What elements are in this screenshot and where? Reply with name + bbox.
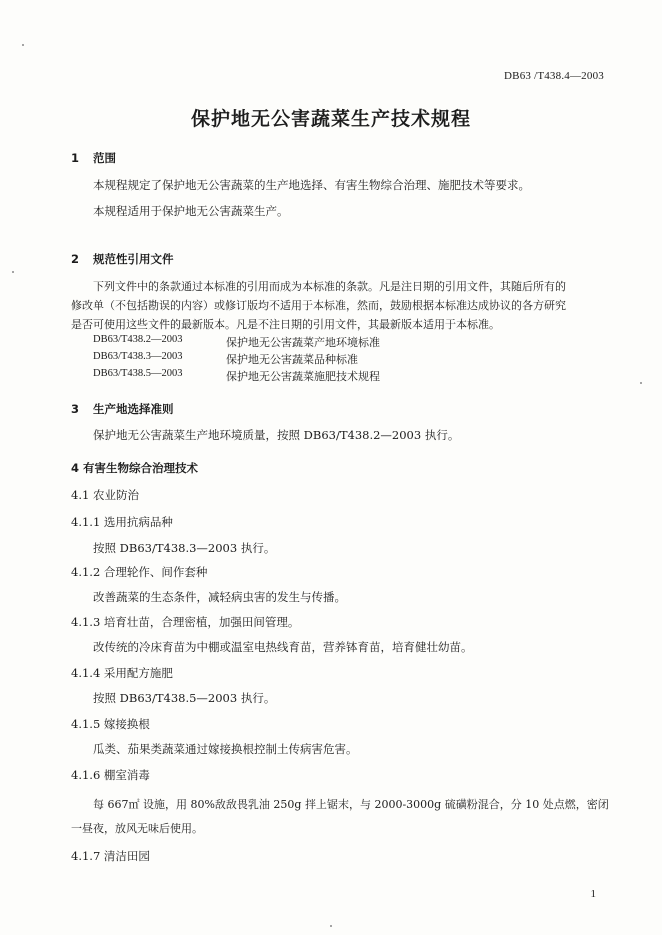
section-4-heading: 4 有害生物综合治理技术: [71, 461, 199, 475]
reference-code: DB63/T438.5—2003: [93, 368, 183, 379]
scan-speck: [640, 382, 642, 384]
subsection-4-1-5-text: 瓜类、茄果类蔬菜通过嫁接换根控制土传病害危害。: [93, 742, 358, 756]
subsection-4-1: 4.1 农业防治: [71, 488, 139, 502]
subsection-4-1-1: 4.1.1 选用抗病品种: [71, 515, 173, 529]
subsection-4-1-3: 4.1.3 培育壮苗，合理密植，加强田间管理。: [71, 615, 300, 629]
scan-speck: [330, 925, 332, 927]
section-2-title: 规范性引用文件: [93, 252, 174, 266]
subsection-4-1-5: 4.1.5 嫁接换根: [71, 717, 150, 731]
subsection-4-1-4-text: 按照 DB63/T438.5—2003 执行。: [93, 691, 276, 705]
section-3-paragraph: 保护地无公害蔬菜生产地环境质量，按照 DB63/T438.2—2003 执行。: [93, 428, 460, 442]
scan-speck: [22, 44, 24, 46]
section-1-heading: [71, 150, 116, 166]
section-1-number: 1: [71, 151, 80, 165]
section-3-number: 3: [71, 402, 80, 416]
subsection-4-1-6-line-2: 一昼夜，放风无味后使用。: [71, 822, 203, 835]
scan-speck: [12, 271, 14, 273]
subsection-4-1-6-line-1: 每 667㎡ 设施，用 80%敌敌畏乳油 250g 拌上锯末，与 2000-3000g 硫磺粉混合，分 10 处点燃，密闭: [93, 798, 609, 811]
reference-name: 保护地无公害蔬菜施肥技术规程: [226, 370, 380, 383]
subsection-4-1-4: 4.1.4 采用配方施肥: [71, 666, 173, 680]
reference-code: DB63/T438.2—2003: [93, 334, 183, 345]
page-number: 1: [590, 888, 596, 900]
reference-name: 保护地无公害蔬菜产地环境标准: [226, 336, 380, 349]
subsection-4-1-6: 4.1.6 棚室消毒: [71, 768, 150, 782]
section-2-line-3: 是否可使用这些文件的最新版本。凡是不注日期的引用文件，其最新版本适用于本标准。: [71, 318, 500, 331]
section-1-paragraph-1: 本规程规定了保护地无公害蔬菜的生产地选择、有害生物综合治理、施肥技术等要求。: [93, 178, 530, 192]
subsection-4-1-3-text: 改传统的冷床育苗为中棚或温室电热线育苗，营养钵育苗，培育健壮幼苗。: [93, 640, 473, 654]
section-3-heading: [71, 401, 174, 417]
document-code: DB63 /T438.4—2003: [504, 70, 604, 82]
section-2-line-1: 下列文件中的条款通过本标准的引用而成为本标准的条款。凡是注日期的引用文件，其随后所有的: [93, 280, 566, 293]
document-title: 保护地无公害蔬菜生产技术规程: [190, 108, 471, 130]
section-3-title: 生产地选择准则: [93, 402, 174, 416]
subsection-4-1-2: 4.1.2 合理轮作、间作套种: [71, 565, 208, 579]
section-2-number: 2: [71, 252, 80, 266]
subsection-4-1-1-text: 按照 DB63/T438.3—2003 执行。: [93, 541, 276, 555]
reference-code: DB63/T438.3—2003: [93, 351, 183, 362]
section-2-line-2: 修改单（不包括勘误的内容）或修订版均不适用于本标准，然而，鼓励根据本标准达成协议的各方研究: [71, 299, 566, 312]
subsection-4-1-2-text: 改善蔬菜的生态条件，减轻病虫害的发生与传播。: [93, 590, 346, 604]
subsection-4-1-7: 4.1.7 清洁田园: [71, 849, 150, 863]
section-1-title: 范围: [93, 151, 116, 165]
reference-name: 保护地无公害蔬菜品种标准: [226, 353, 358, 366]
section-2-heading: [71, 251, 174, 267]
section-1-paragraph-2: 本规程适用于保护地无公害蔬菜生产。: [93, 204, 289, 218]
